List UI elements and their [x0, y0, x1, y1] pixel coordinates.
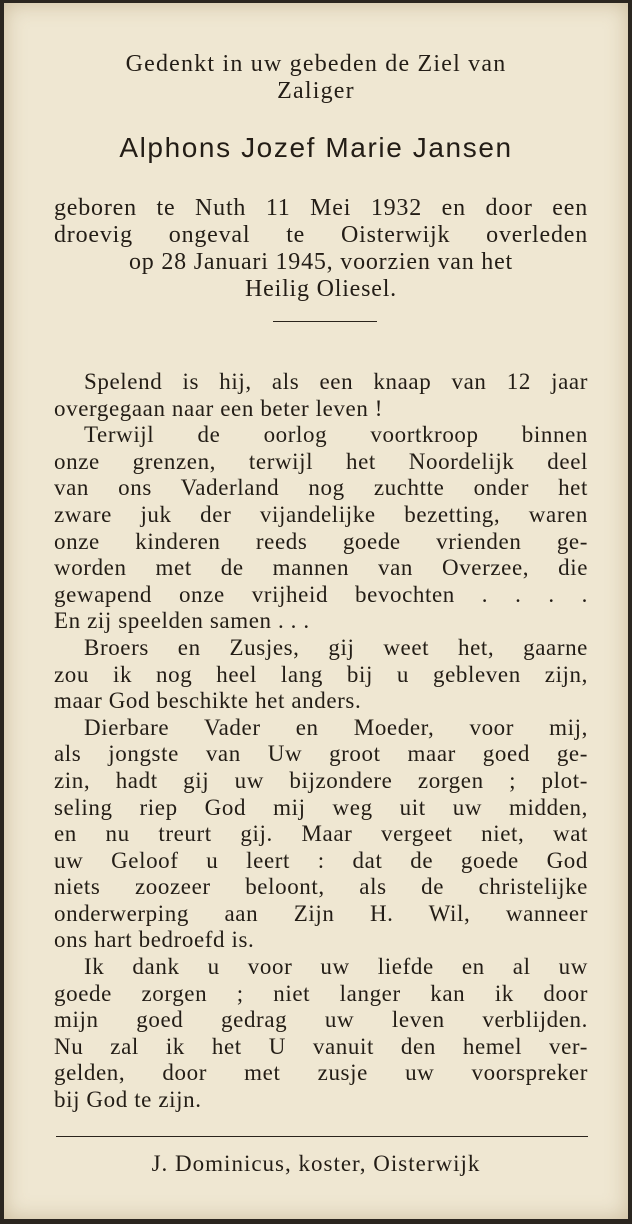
text-line: en nu treurt gij. Maar vergeet niet, wat: [54, 821, 588, 847]
text-line: van ons Vaderland nog zuchtte onder het: [54, 475, 588, 501]
birth-line: op 28 Januari 1945, voorzien van het: [128, 249, 514, 275]
text-line: Spelend is hij, als een knaap van 12 jaar: [84, 369, 588, 394]
text-line: onze grenzen, terwijl het Noordelijk deel: [54, 448, 588, 474]
text-line: zware juk der vijandelijke bezetting, waren: [54, 501, 588, 527]
birth-line: geboren te Nuth 11 Mei 1932 en door een: [54, 195, 588, 221]
text-line: Ik dank u voor uw liefde en al uw: [84, 954, 588, 980]
card-header: [4, 51, 628, 105]
text-line: Dierbare Vader en Moeder, voor mij,: [84, 714, 588, 740]
text-line: uw Geloof u leert : dat de goede God: [54, 847, 588, 873]
text-line: niets zoozeer beloont, als de christelijke: [54, 874, 588, 900]
text-line: goede zorgen ; niet langer kan ik door: [54, 980, 588, 1006]
text-line: En zij speelden samen . . .: [54, 608, 310, 634]
header-line-2: Zaliger: [277, 78, 355, 104]
text-line: onze kinderen reeds goede vrienden ge-: [54, 528, 588, 554]
memorial-text: [54, 369, 588, 1114]
deceased-name: Alphons Jozef Marie Jansen: [119, 132, 513, 163]
text-line: zou ik nog heel lang bij u gebleven zijn,: [54, 661, 588, 687]
text-line: gewapend onze vrijheid bevochten . . . .: [54, 581, 588, 607]
text-line: worden met de mannen van Overzee, die: [54, 555, 588, 581]
birth-line: droevig ongeval te Oisterwijk overleden: [54, 222, 588, 248]
text-line: gelden, door met zusje uw voorspreker: [54, 1060, 588, 1086]
text-line: Broers en Zusjes, gij weet het, gaarne: [84, 634, 588, 660]
birth-death-details: [54, 195, 588, 303]
header-line-1: Gedenkt in uw gebeden de Ziel van: [125, 51, 507, 77]
text-line: onderwerping aan Zijn H. Wil, wanneer: [54, 900, 588, 926]
text-line: overgegaan naar een beter leven !: [54, 395, 384, 421]
text-line: mijn goed gedrag uw leven verblijden.: [54, 1007, 588, 1033]
text-line: Terwijl de oorlog voortkroop binnen: [84, 422, 588, 448]
memorial-card: [4, 3, 628, 1219]
birth-line: Heilig Oliesel.: [245, 276, 397, 302]
divider-long: [56, 1136, 588, 1137]
text-line: seling riep God mij weg uit uw midden,: [54, 794, 588, 820]
printer-credit: J. Dominicus, koster, Oisterwijk: [151, 1151, 481, 1176]
divider-short: [273, 321, 377, 322]
text-line: maar God beschikte het anders.: [54, 688, 362, 714]
text-line: Nu zal ik het U vanuit den hemel ver-: [54, 1033, 588, 1059]
text-line: ons hart bedroefd is.: [54, 927, 255, 953]
text-line: als jongste van Uw groot maar goed ge-: [54, 741, 588, 767]
text-line: zin, hadt gij uw bijzondere zorgen ; plot-: [54, 767, 588, 793]
text-line: bij God te zijn.: [54, 1087, 202, 1113]
